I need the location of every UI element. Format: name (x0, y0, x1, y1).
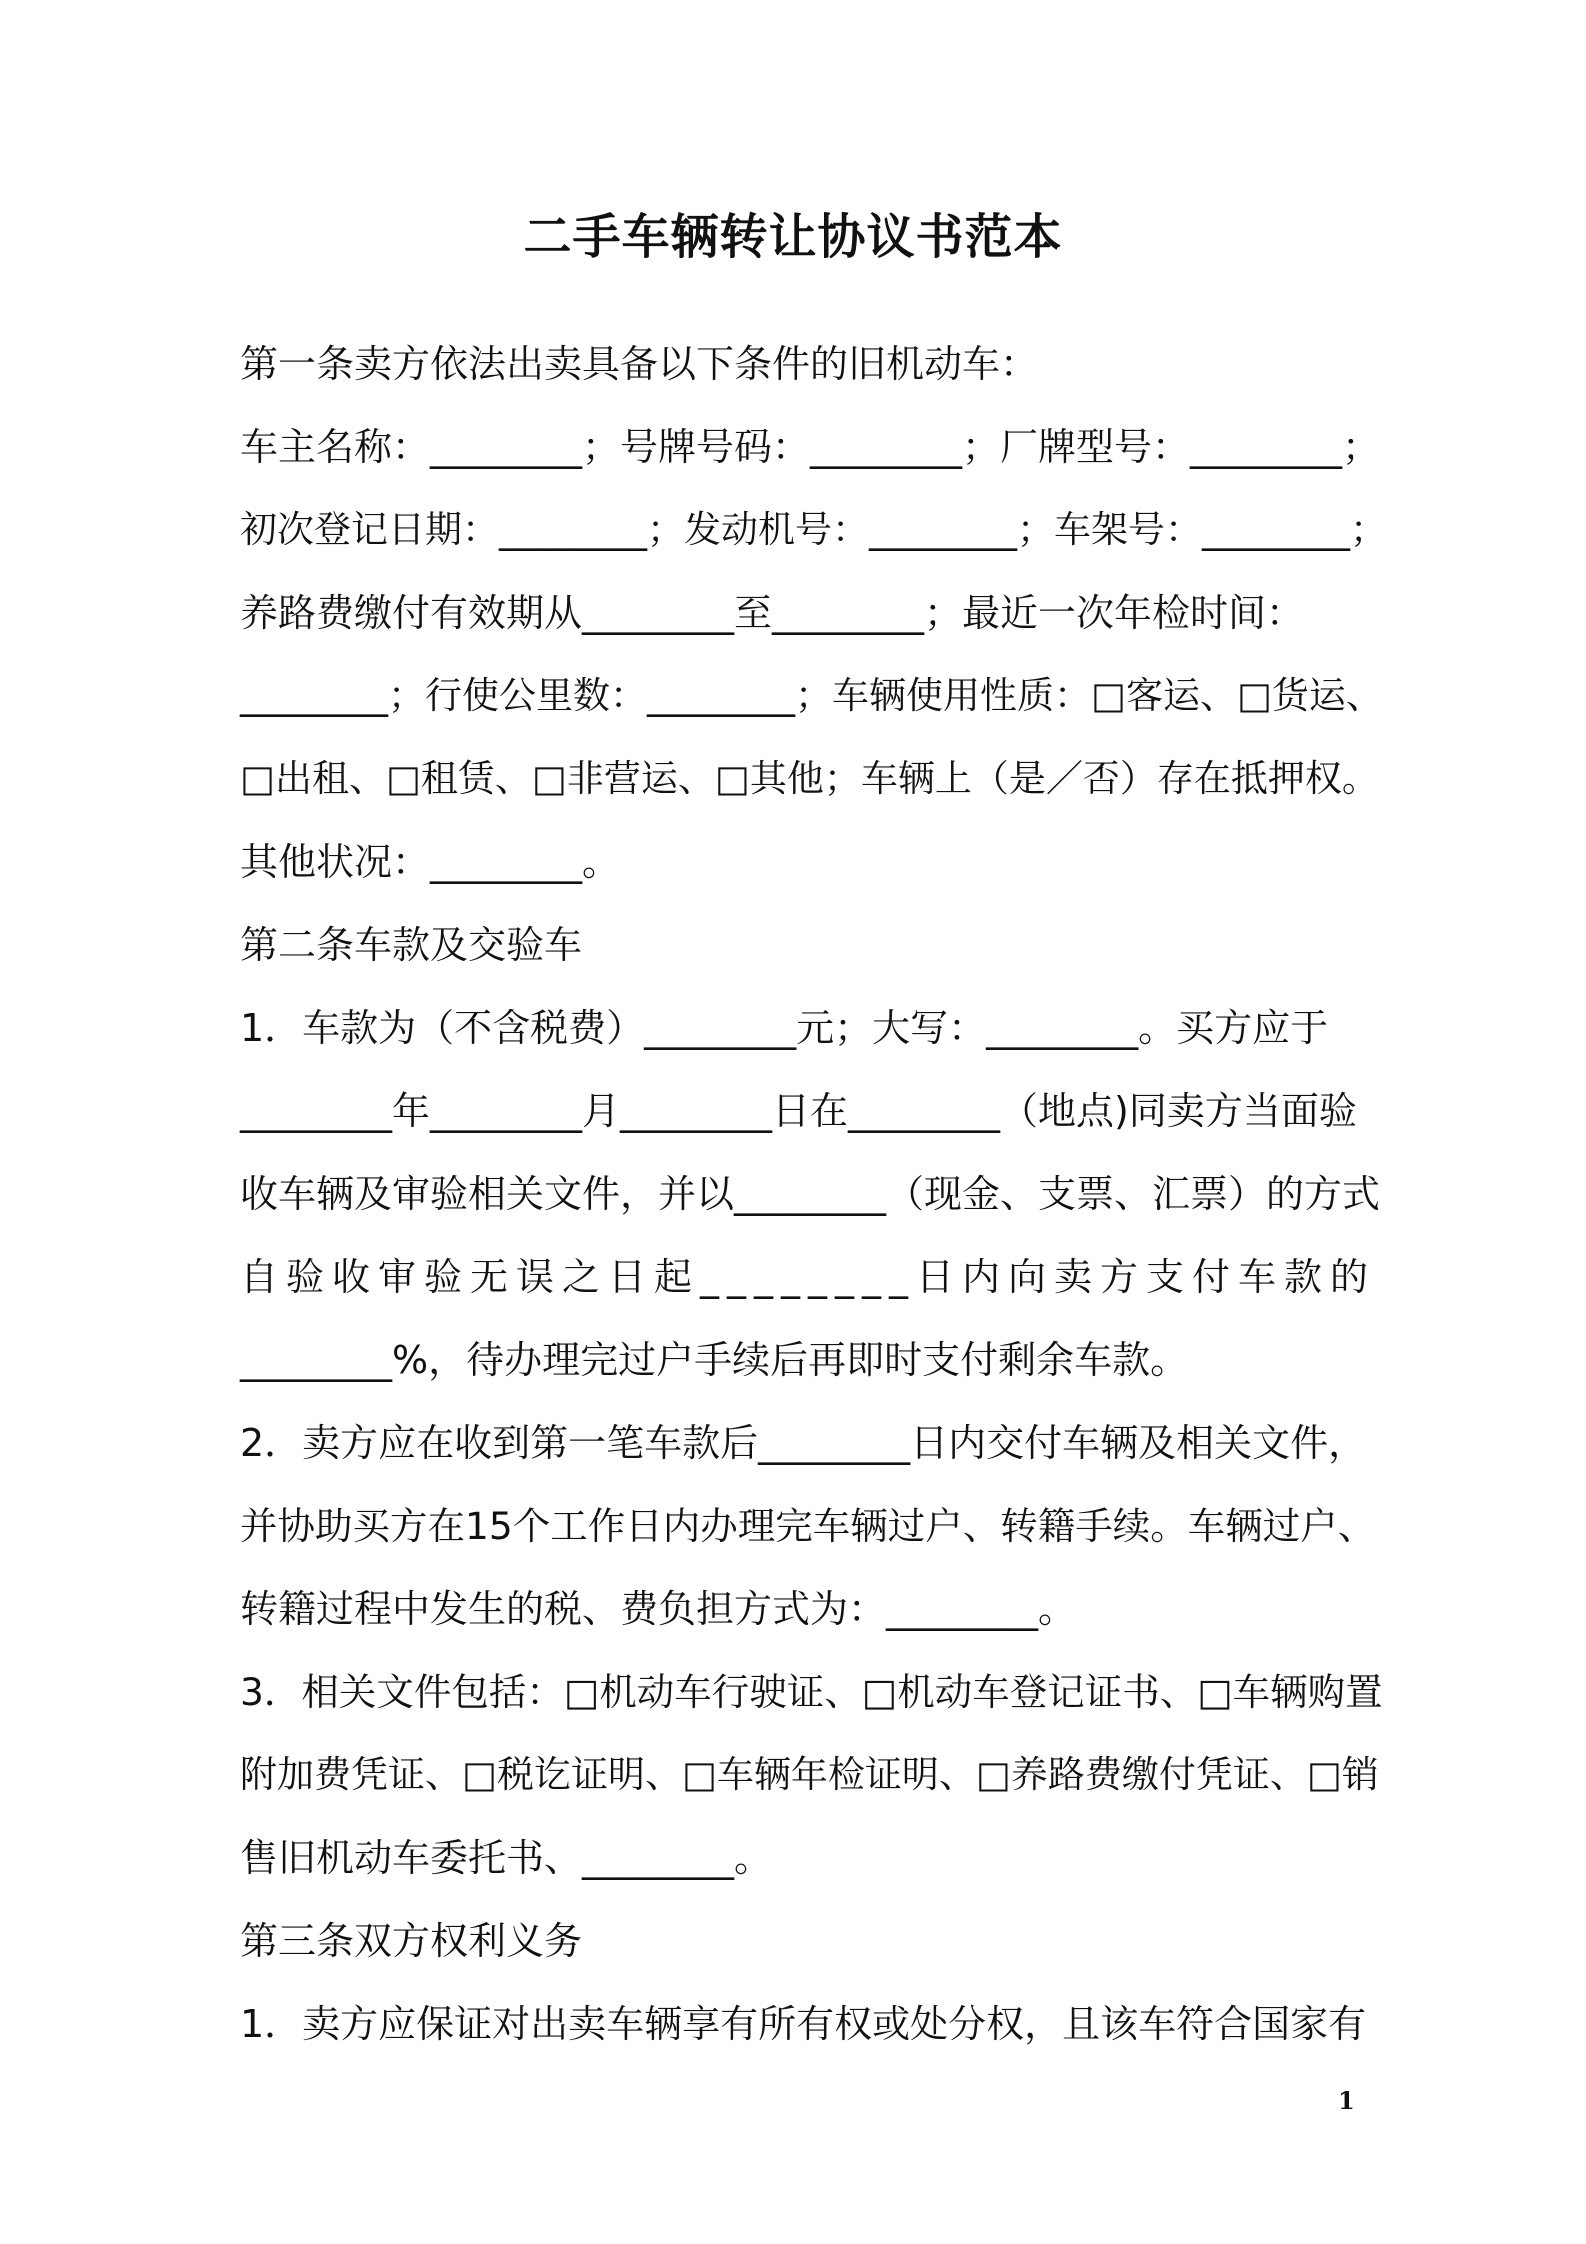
paragraph-line: 附加费凭证、□税讫证明、□车辆年检证明、□养路费缴付凭证、□销 (240, 1753, 1379, 1796)
paragraph-line: ________；行使公里数：________；车辆使用性质：□客运、□货运、 (240, 674, 1383, 717)
paragraph-line: 转籍过程中发生的税、费负担方式为：________。 (240, 1587, 1077, 1631)
paragraph-line: 收车辆及审验相关文件，并以________（现金、支票、汇票）的方式 (240, 1172, 1381, 1216)
page-number: 1 (1338, 2086, 1355, 2115)
article-3-heading: 第三条双方权利义务 (240, 1919, 583, 1963)
article-1-heading: 第一条卖方依法出卖具备以下条件的旧机动车： (240, 342, 1039, 386)
paragraph-line: 初次登记日期：________；发动机号：________；车架号：________； (240, 508, 1387, 551)
paragraph-line: 1．车款为（不含税费）________元；大写：________。买方应于 (240, 1006, 1329, 1050)
paragraph-line: 2．卖方应在收到第一笔车款后________日内交付车辆及相关文件， (240, 1421, 1367, 1465)
paragraph-line: 1．卖方应保证对出卖车辆享有所有权或处分权，且该车符合国家有 (240, 2002, 1367, 2046)
paragraph-line: 自验收审验无误之日起________日内向卖方支付车款的 (240, 1255, 1377, 1299)
paragraph-line: 养路费缴付有效期从________至________；最近一次年检时间： (240, 591, 1305, 635)
paragraph-line: 售旧机动车委托书、________。 (240, 1836, 773, 1880)
document-title: 二手车辆转让协议书范本 (523, 209, 1063, 265)
paragraph-line: 3．相关文件包括：□机动车行驶证、□机动车登记证书、□车辆购置 (240, 1670, 1383, 1714)
paragraph-line: ________年________月________日在________（地点)同卖方当面验 (240, 1089, 1357, 1133)
paragraph-line: 其他状况：________。 (240, 840, 621, 884)
paragraph-line: 车主名称：________；号牌号码：________；厂牌型号：________； (240, 425, 1381, 469)
paragraph-line: 并协助买方在15个工作日内办理完车辆过户、转籍手续。车辆过户、 (240, 1504, 1376, 1548)
article-2-heading: 第二条车款及交验车 (240, 923, 583, 967)
paragraph-line: ________%，待办理完过户手续后再即时支付剩余车款。 (240, 1338, 1189, 1382)
paragraph-line: □出租、□租赁、□非营运、□其他；车辆上（是／否）存在抵押权。 (240, 757, 1379, 800)
